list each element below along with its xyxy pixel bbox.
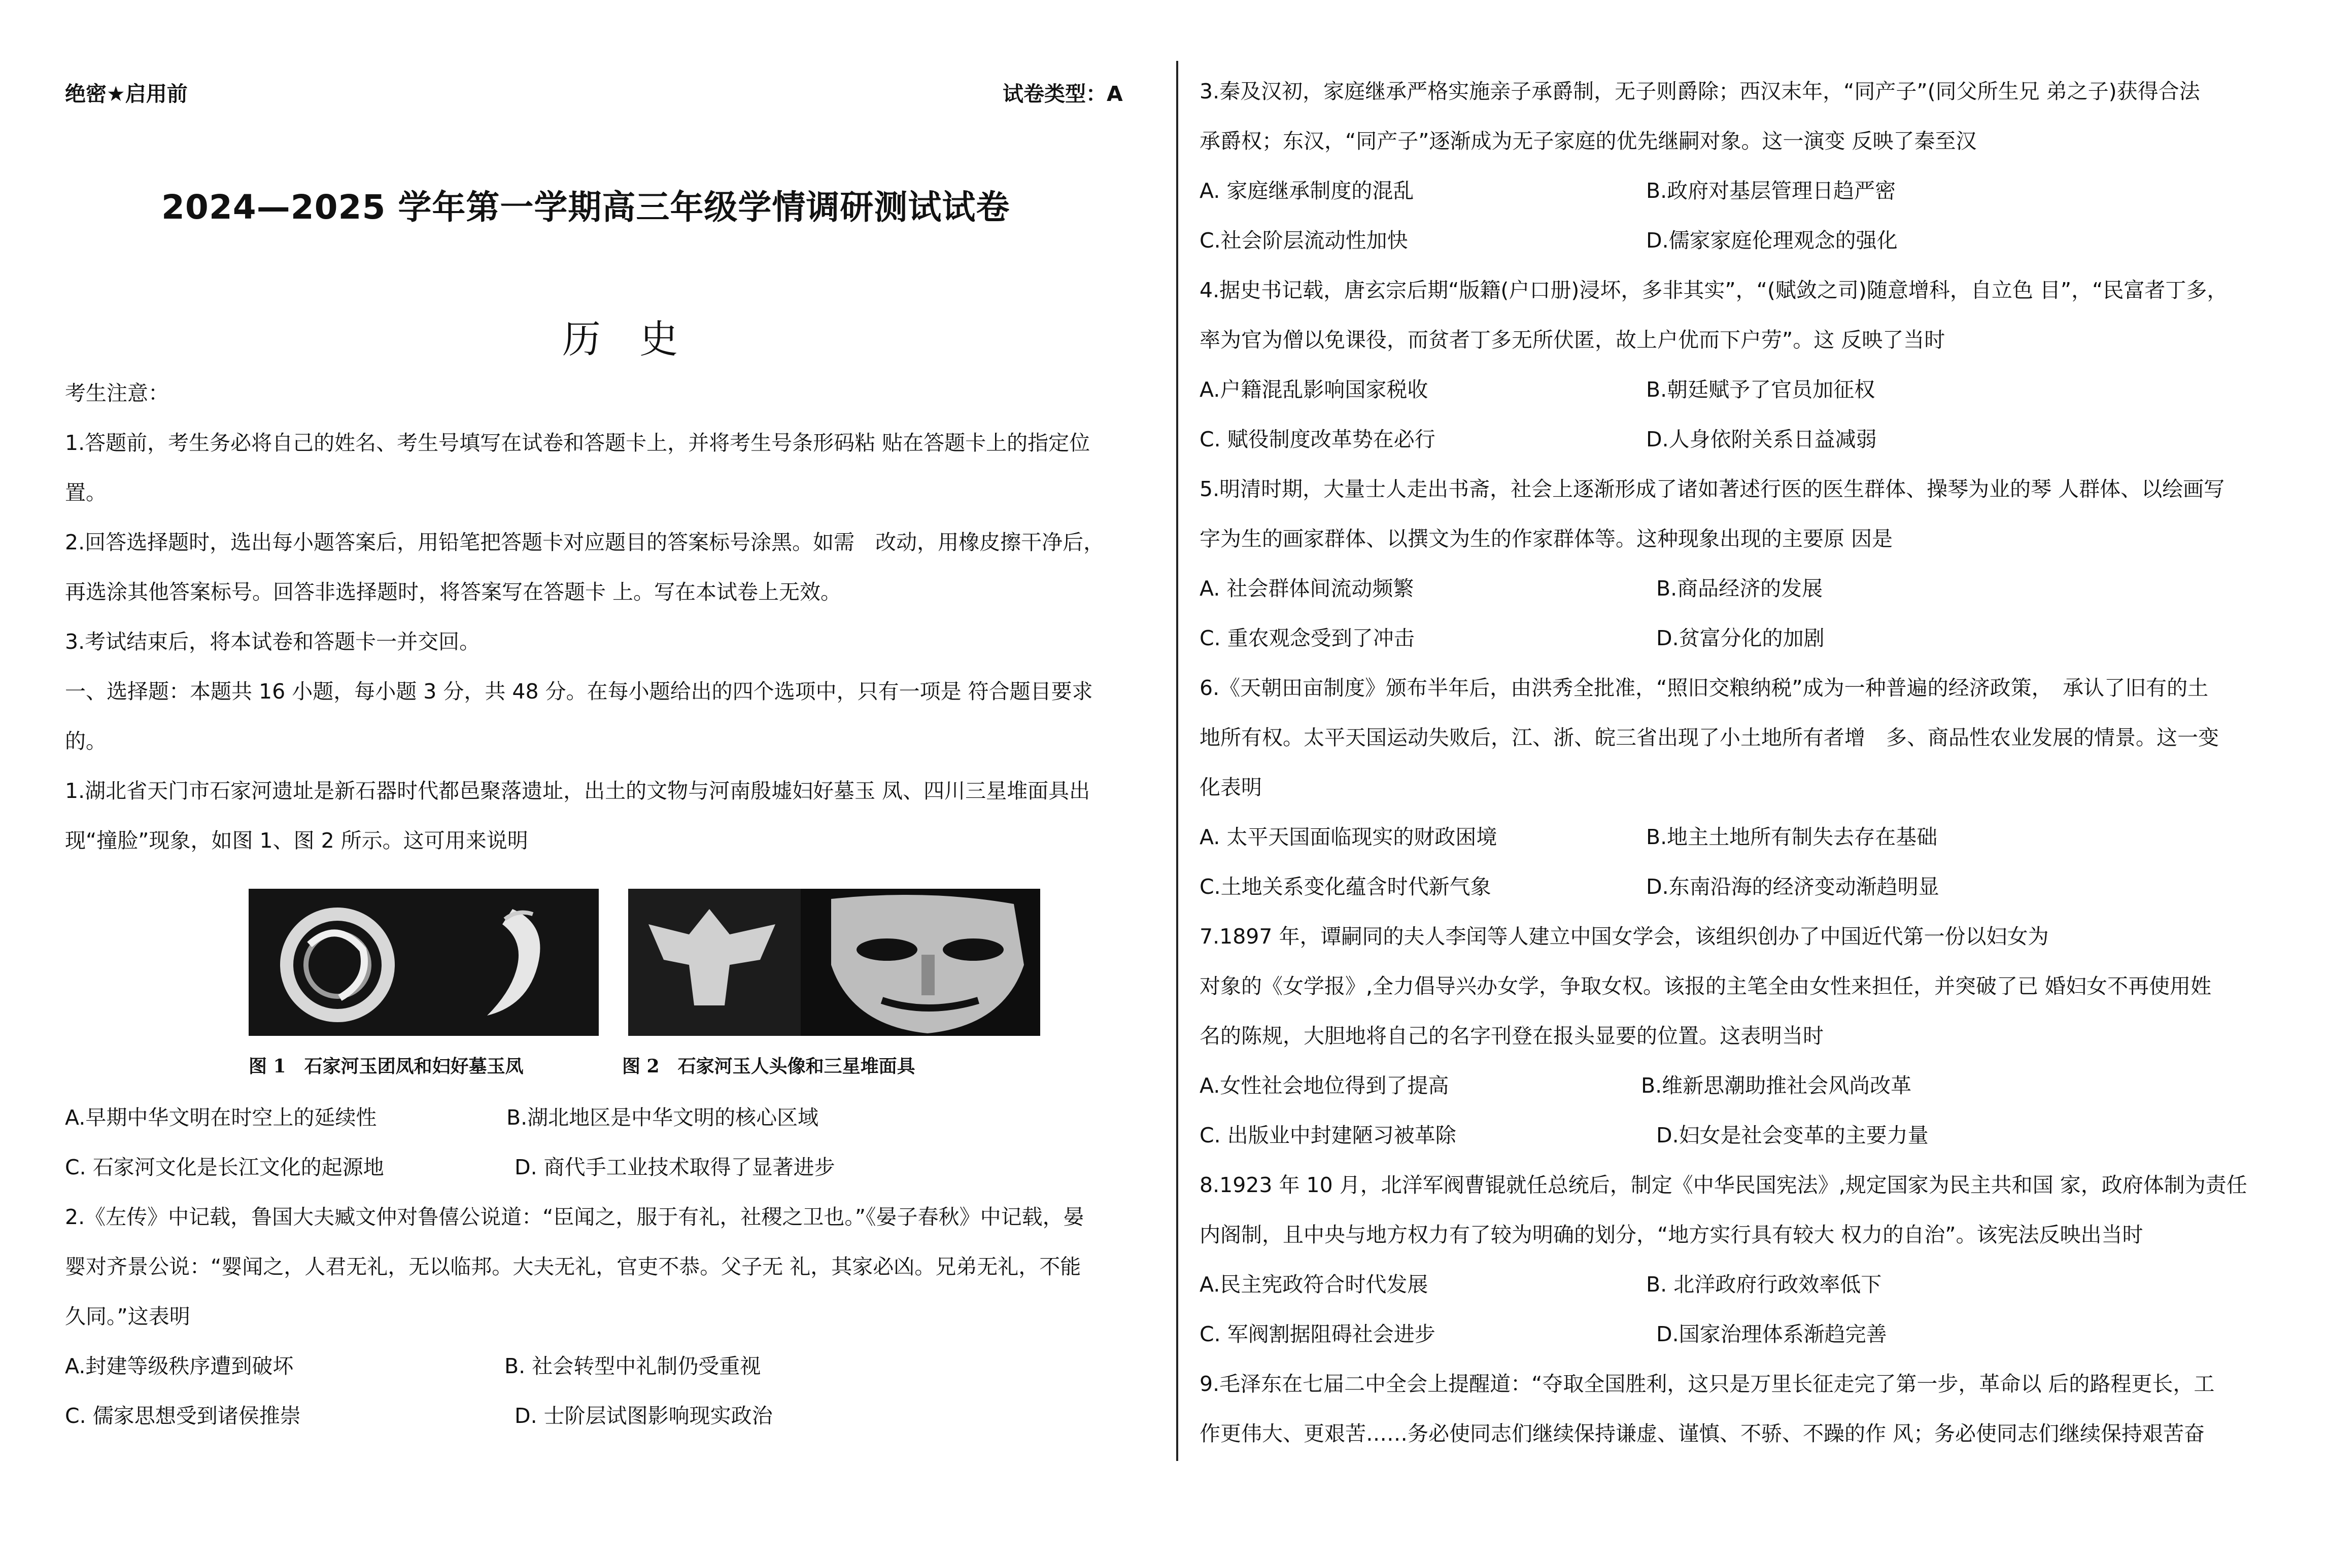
q3-option-b: B.政府对基层管理日趋严密 [1646, 179, 1896, 203]
notice-line: 再选涂其他答案标号。回答非选择题时，将答案写在答题卡 上。写在本试卷上无效。 [65, 580, 842, 604]
q7-stem: 对象的《女学报》,全力倡导兴办女学，争取女权。该报的主笔全由女性来担任，并突破了已 婚妇女不再使用姓 [1200, 974, 2212, 998]
q8-stem: 内阁制，且中央与地方权力有了较为明确的划分，“地方实行具有较大 权力的自治”。该宪法反映出当时 [1200, 1223, 2143, 1247]
notice-line: 3.考试结束后，将本试卷和答题卡一并交回。 [65, 630, 481, 654]
q7-option-a: A.女性社会地位得到了提高 [1200, 1073, 1449, 1098]
q3-option-a: A. 家庭继承制度的混乱 [1200, 179, 1414, 203]
q5-option-b: B.商品经济的发展 [1656, 576, 1823, 601]
q7-option-b: B.维新思潮助推社会风尚改革 [1641, 1073, 1912, 1098]
q8-option-a: A.民主宪政符合时代发展 [1200, 1272, 1428, 1297]
q2-option-a: A.封建等级秩序遭到破坏 [65, 1354, 294, 1378]
notice-line: 2.回答选择题时，选出每小题答案后，用铅笔把答题卡对应题目的答案标号涂黑。如需 改动，用橡皮擦干净后， [65, 530, 1105, 554]
q1-stem: 现“撞脸”现象，如图 1、图 2 所示。这可用来说明 [65, 828, 528, 853]
q2-option-b: B. 社会转型中礼制仍受重视 [504, 1354, 761, 1378]
q7-option-c: C. 出版业中封建陋习被革除 [1200, 1123, 1456, 1147]
figure-1-image [249, 889, 599, 1036]
q8-option-c: C. 军阀割据阻碍社会进步 [1200, 1322, 1435, 1346]
section-instructions: 的。 [65, 729, 107, 753]
q3-option-c: C.社会阶层流动性加快 [1200, 228, 1408, 253]
q7-option-d: D.妇女是社会变革的主要力量 [1656, 1123, 1929, 1147]
secret-label: 绝密★启用前 [65, 82, 188, 106]
figure-1-caption: 图 1 石家河玉团凤和妇好墓玉凤 [249, 1056, 524, 1077]
q9-stem: 9.毛泽东在七届二中全会上提醒道：“夺取全国胜利，这只是万里长征走完了第一步，革命以 后的路程更长，工 [1200, 1372, 2215, 1396]
q2-stem: 久同。”这表明 [65, 1304, 190, 1329]
q1-option-a: A.早期中华文明在时空上的延续性 [65, 1105, 377, 1130]
q4-option-c: C. 赋役制度改革势在必行 [1200, 427, 1435, 451]
q4-stem: 4.据史书记载，唐玄宗后期“版籍(户口册)浸坏，多非其实”，“(赋敛之司)随意增科，自立色 目”，“民富者丁多， [1200, 278, 2228, 302]
q4-option-a: A.户籍混乱影响国家税收 [1200, 377, 1428, 402]
notice-line: 置。 [65, 480, 107, 505]
q7-stem: 名的陈规，大胆地将自己的名字刊登在报头显要的位置。这表明当时 [1200, 1024, 1824, 1048]
q4-stem: 率为官为僧以免课役，而贫者丁多无所伏匿，故上户优而下户劳”。这 反映了当时 [1200, 328, 1945, 352]
q7-stem: 7.1897 年，谭嗣同的夫人李闰等人建立中国女学会，该组织创办了中国近代第一份以妇女为 [1200, 924, 2049, 949]
q1-option-d: D. 商代手工业技术取得了显著进步 [515, 1155, 835, 1179]
q4-option-d: D.人身依附关系日益减弱 [1646, 427, 1877, 451]
q3-option-d: D.儒家家庭伦理观念的强化 [1646, 228, 1898, 253]
q6-option-c: C.土地关系变化蕴含时代新气象 [1200, 875, 1491, 899]
q6-stem: 化表明 [1200, 775, 1262, 799]
q6-stem: 6.《天朝田亩制度》颁布半年后，由洪秀全批准，“照旧交粮纳税”成为一种普遍的经济政策， 承认了旧有的土 [1200, 676, 2209, 700]
column-divider [1176, 61, 1178, 1461]
subject-title: 历 史 [562, 317, 692, 362]
paper-type: 试卷类型：A [1003, 82, 1123, 106]
q5-stem: 字为生的画家群体、以撰文为生的作家群体等。这种现象出现的主要原 因是 [1200, 527, 1893, 551]
q6-option-d: D.东南沿海的经济变动渐趋明显 [1646, 875, 1939, 899]
q3-stem: 承爵权；东汉，“同产子”逐渐成为无子家庭的优先继嗣对象。这一演变 反映了秦至汉 [1200, 129, 1977, 153]
figure-2-caption: 图 2 石家河玉人头像和三星堆面具 [622, 1056, 915, 1077]
figure-2-image [628, 889, 1040, 1036]
q9-stem: 作更伟大、更艰苦……务必使同志们继续保持谦虚、谨慎、不骄、不躁的作 风；务必使同志们继续保持艰苦奋 [1200, 1421, 2205, 1446]
q2-option-d: D. 士阶层试图影响现实政治 [515, 1404, 773, 1428]
q5-option-d: D.贫富分化的加剧 [1656, 626, 1825, 650]
q1-stem: 1.湖北省天门市石家河遗址是新石器时代都邑聚落遗址，出土的文物与河南殷墟妇好墓玉 凤、四川三星堆面具出 [65, 779, 1090, 803]
q5-stem: 5.明清时期，大量士人走出书斋，社会上逐渐形成了诸如著述行医的医生群体、操琴为业的琴 人群体、以绘画写 [1200, 477, 2225, 501]
q8-option-b: B. 北洋政府行政效率低下 [1646, 1272, 1882, 1297]
q2-stem: 婴对齐景公说：“婴闻之，人君无礼，无以临邦。大夫无礼，官吏不恭。父子无 礼，其家必凶。兄弟无礼，不能 [65, 1255, 1081, 1279]
notice-heading: 考生注意： [65, 381, 169, 405]
q3-stem: 3.秦及汉初，家庭继承严格实施亲子承爵制，无子则爵除；西汉末年，“同产子”(同父所生兄 弟之子)获得合法 [1200, 79, 2200, 103]
q2-option-c: C. 儒家思想受到诸侯推崇 [65, 1404, 301, 1428]
q1-option-c: C. 石家河文化是长江文化的起源地 [65, 1155, 384, 1179]
q6-stem: 地所有权。太平天国运动失败后，江、浙、皖三省出现了小土地所有者增 多、商品性农业发展的情景。这一变 [1200, 725, 2219, 750]
notice-line: 1.答题前，考生务必将自己的姓名、考生号填写在试卷和答题卡上，并将考生号条形码粘 贴在答题卡上的指定位 [65, 431, 1090, 455]
q4-option-b: B.朝廷赋予了官员加征权 [1646, 377, 1875, 402]
q6-option-a: A. 太平天国面临现实的财政困境 [1200, 825, 1497, 849]
q5-option-c: C. 重农观念受到了冲击 [1200, 626, 1415, 650]
q6-option-b: B.地主土地所有制失去存在基础 [1646, 825, 1938, 849]
q8-option-d: D.国家治理体系渐趋完善 [1656, 1322, 1887, 1346]
page-title: 2024—2025 学年第一学期高三年级学情调研测试试卷 [161, 188, 1010, 227]
section-instructions: 一、选择题：本题共 16 小题，每小题 3 分，共 48 分。在每小题给出的四个选项中，只有一项是 符合题目要求 [65, 679, 1093, 704]
q5-option-a: A. 社会群体间流动频繁 [1200, 576, 1414, 601]
q2-stem: 2.《左传》中记载，鲁国大夫臧文仲对鲁僖公说道：“臣闻之，服于有礼，社稷之卫也。”《晏子春秋》中记载，晏 [65, 1205, 1084, 1229]
figure-artifacts [249, 889, 1040, 1076]
q1-option-b: B.湖北地区是中华文明的核心区域 [506, 1105, 819, 1130]
q8-stem: 8.1923 年 10 月，北洋军阀曹锟就任总统后，制定《中华民国宪法》,规定国家为民主共和国 家，政府体制为责任 [1200, 1173, 2247, 1197]
